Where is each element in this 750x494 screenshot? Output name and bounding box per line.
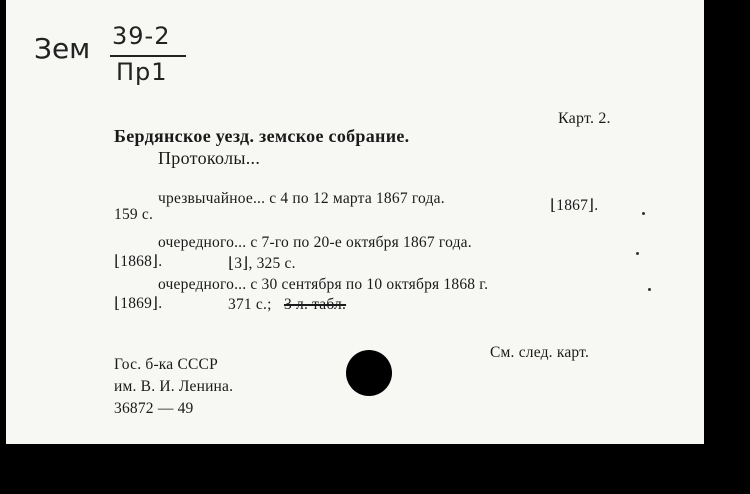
entry-3-year: ⌊1869⌋.	[114, 295, 163, 312]
entry-1-text: чрезвычайное... с 4 по 12 марта 1867 года.	[158, 190, 445, 207]
scan-speck	[642, 212, 645, 215]
entry-3-pages: 371 с.;	[228, 296, 272, 313]
entry-2-text: очередного... с 7-го по 20-е октября 1867 года.	[158, 234, 472, 251]
entry-1-year: ⌊1867⌋.	[550, 197, 599, 214]
shelfmark-denominator: Пр1	[116, 58, 168, 86]
entry-2-extra: ⌊3⌋, 325 с.	[228, 255, 296, 272]
entry-3-text: очередного... с 30 сентября по 10 октября 1868 г.	[158, 276, 489, 293]
shelfmark-fraction-line	[110, 55, 186, 57]
heading-title: Бердянское уезд. земское собрание.	[114, 126, 410, 146]
card-number: Карт. 2.	[558, 110, 611, 127]
scan-speck	[636, 252, 639, 255]
entry-3-crossed-plates: 3 л. табл.	[284, 296, 347, 313]
heading-subtitle: Протоколы...	[158, 148, 261, 168]
library-dedication: им. В. И. Ленина.	[114, 378, 234, 395]
shelfmark-prefix: Зем	[34, 32, 91, 65]
catalog-card	[6, 0, 704, 444]
entry-2-year: ⌊1868⌋.	[114, 253, 163, 270]
see-next-card: См. след. карт.	[490, 344, 590, 361]
library-name: Гос. б-ка СССР	[114, 356, 218, 373]
punch-hole	[346, 350, 392, 396]
shelfmark-numerator: 39-2	[112, 22, 171, 50]
scan-speck	[648, 288, 651, 291]
library-catalog-number: 36872 — 49	[114, 400, 194, 417]
entry-1-pages: 159 с.	[114, 206, 154, 223]
